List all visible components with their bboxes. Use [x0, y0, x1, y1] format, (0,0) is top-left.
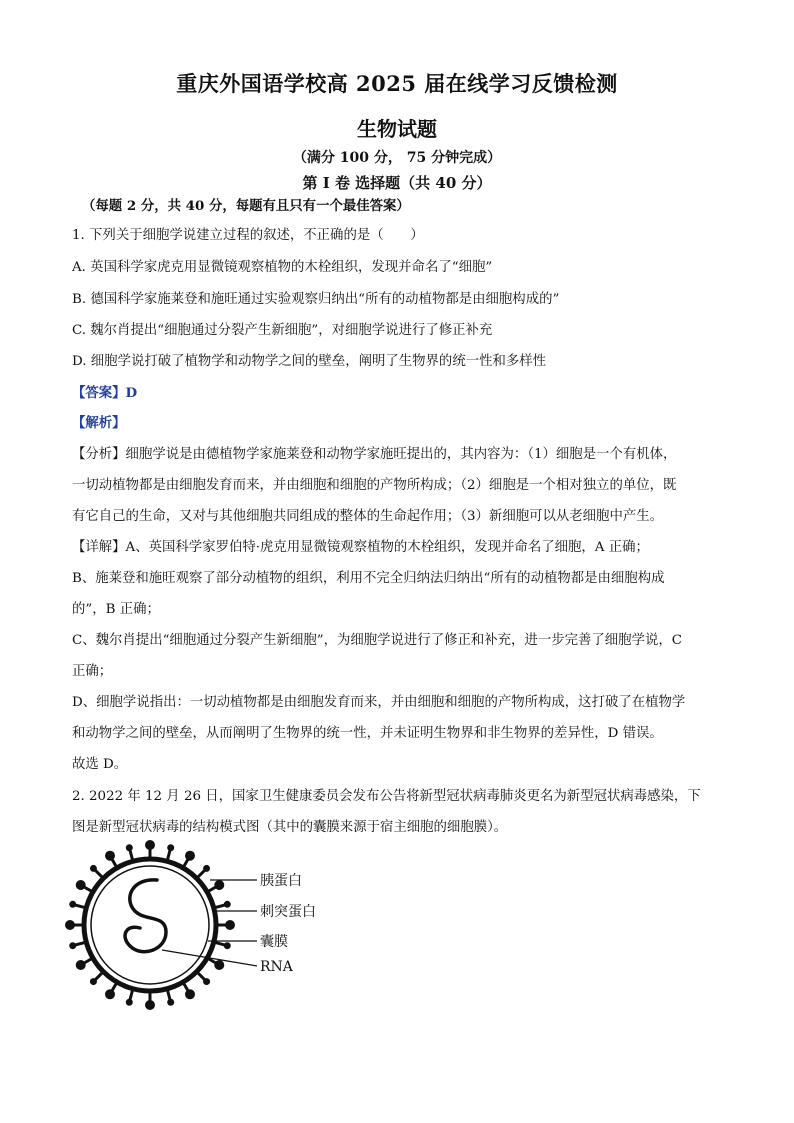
spike-head: [126, 999, 133, 1006]
spike-head: [185, 851, 195, 861]
analysis-line: 有它自己的生命，又对与其他细胞共同组成的整体的生命起作用；（3）新细胞可以从老细胞中产生。: [72, 509, 664, 524]
label-envelope: 囊膜: [260, 934, 288, 950]
spike-head: [90, 865, 97, 872]
q1-option-d: D. 细胞学说打破了植物学和动物学之间的壁垒，阐明了生物界的统一性和多样性: [72, 354, 547, 369]
spike-head: [225, 920, 235, 930]
q2-stem-line1: 2. 2022 年 12 月 26 日，国家卫生健康委员会发布公告将新型冠状病毒肺炎更名为新型冠状病毒感染，下: [72, 789, 701, 804]
spike-head: [105, 989, 115, 999]
analysis-line: 【详解】A、英国科学家罗伯特·虎克用显微镜观察植物的木栓组织，发现并命名了细胞，A 正确；: [72, 540, 649, 555]
spike-head: [69, 901, 76, 908]
analysis-line: 一切动植物都是由细胞发育而来，并由细胞和细胞的产物所构成；（2）细胞是一个相对独立的单位，既: [72, 478, 677, 493]
subject-title: 生物试题: [357, 117, 437, 141]
spike-head: [185, 989, 195, 999]
spike-head: [214, 960, 224, 970]
spike-head: [167, 999, 174, 1006]
q1-answer: 【答案】D: [72, 385, 138, 401]
spike-head: [145, 1000, 155, 1010]
spike-head: [76, 960, 86, 970]
q2-stem-line2: 图是新型冠状病毒的结构模式图（其中的囊膜来源于宿主细胞的细胞膜）。: [72, 820, 508, 835]
q1-stem: 1. 下列关于细胞学说建立过程的叙述，不正确的是（ ）: [72, 228, 424, 243]
analysis-line: 正确；: [72, 664, 113, 679]
spike-head: [90, 978, 97, 985]
spike-head: [167, 844, 174, 851]
spike-head: [69, 942, 76, 949]
analysis-line: 故选 D。: [72, 757, 128, 772]
q1-option-b: B. 德国科学家施莱登和施旺通过实验观察归纳出“所有的动植物都是由细胞构成的”: [72, 292, 560, 307]
spike-head: [203, 978, 210, 985]
q1-analysis-heading: 【解析】: [72, 415, 126, 431]
spike-head: [145, 840, 155, 850]
spike-head: [126, 844, 133, 851]
spike-head: [224, 901, 231, 908]
analysis-line: D、细胞学说指出：一切动植物都是由细胞发育而来，并由细胞和细胞的产物所构成，这打破了在植物学: [72, 695, 686, 710]
q1-option-c: C. 魏尔肖提出“细胞通过分裂产生新细胞”，对细胞学说进行了修正补充: [72, 323, 493, 338]
q1-option-a: A. 英国科学家虎克用显微镜观察植物的木栓组织，发现并命名了“细胞”: [72, 260, 493, 275]
label-spike-protein: 刺突蛋白: [260, 904, 316, 920]
virus-structure-figure: [62, 840, 402, 1010]
label-rna: RNA: [260, 959, 293, 975]
label-glycoprotein: 胰蛋白: [260, 873, 302, 889]
spike-head: [76, 880, 86, 890]
exam-info: （满分 100 分， 75 分钟完成）: [292, 150, 502, 166]
analysis-line: B、施莱登和施旺观察了部分动植物的组织，利用不完全归纳法归纳出“所有的动植物都是由细胞构成: [72, 571, 665, 586]
analysis-line: 和动物学之间的壁垒，从而阐明了生物界的统一性，并未证明生物界和非生物界的差异性，D 错误。: [72, 726, 663, 741]
section-note: （每题 2 分，共 40 分，每题有且只有一个最佳答案）: [82, 198, 410, 214]
analysis-line: C、魏尔肖提出“细胞通过分裂产生新细胞”，为细胞学说进行了修正和补充，进一步完善了细胞学说，C: [72, 633, 682, 648]
school-title: 重庆外国语学校高 2025 届在线学习反馈检测: [176, 71, 618, 96]
spike-head: [105, 851, 115, 861]
spike-head: [203, 865, 210, 872]
spike-head: [214, 880, 224, 890]
spike-head: [65, 920, 75, 930]
section-title: 第 Ⅰ 卷 选择题（共 40 分）: [302, 174, 492, 192]
spike-head: [224, 942, 231, 949]
analysis-line: 的”，B 正确；: [72, 602, 160, 617]
analysis-line: 【分析】细胞学说是由德植物学家施莱登和动物学家施旺提出的，其内容为：（1）细胞是一个有机体，: [72, 447, 677, 462]
